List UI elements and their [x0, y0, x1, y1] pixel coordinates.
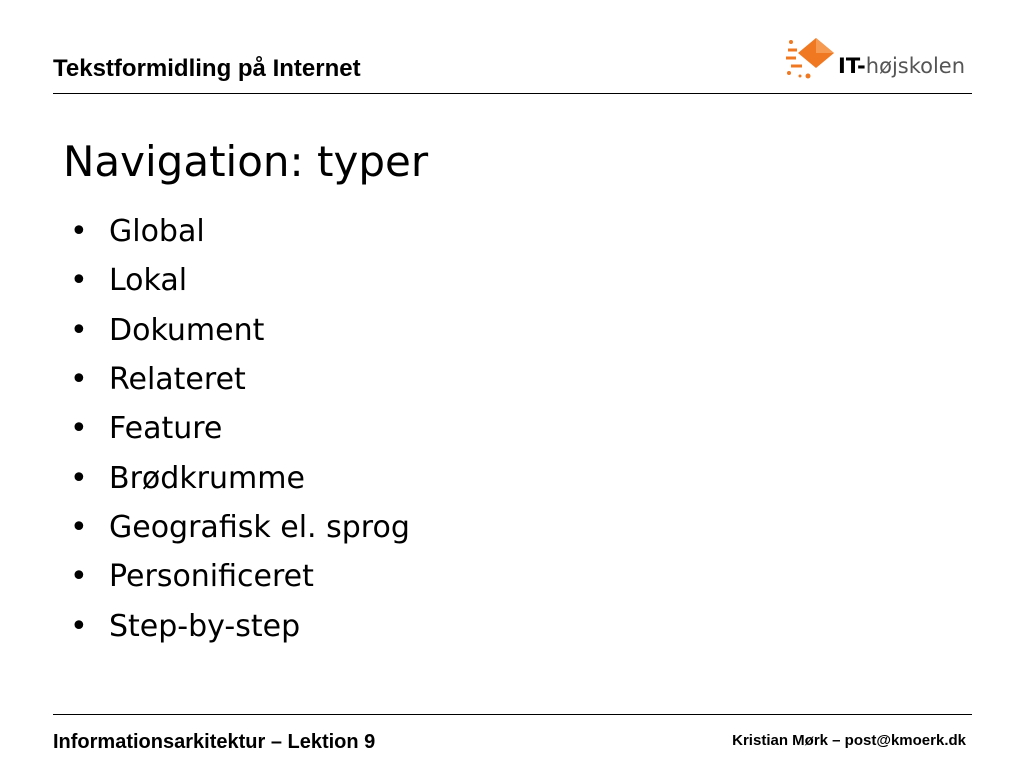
it-hojskolen-logo: [786, 36, 976, 80]
footer-author: Kristian Mørk – post@kmoerk.dk: [732, 732, 966, 749]
logo-name: højskolen: [865, 54, 966, 78]
bullet-text: Personificeret: [109, 559, 314, 595]
list-item: [70, 256, 770, 305]
list-item: [70, 355, 770, 404]
list-item: [70, 306, 770, 355]
list-item: [70, 207, 770, 256]
bullet-text: Brødkrumme: [109, 460, 305, 496]
bullet-dot: •: [70, 312, 88, 348]
bullet-text: Dokument: [109, 312, 265, 348]
orange-diamond-logo-icon: [786, 36, 836, 80]
header-divider: [53, 93, 972, 94]
list-item: [70, 503, 770, 552]
bullet-dot: •: [70, 362, 88, 398]
list-item: [70, 453, 770, 502]
bullet-dot: •: [70, 460, 88, 496]
bullet-text: Feature: [109, 411, 223, 447]
bullet-text: Lokal: [109, 263, 188, 299]
list-item: [70, 552, 770, 601]
footer-divider: [53, 714, 972, 715]
bullet-dot: •: [70, 214, 88, 250]
bullet-text: Global: [109, 214, 205, 250]
slide-title: Navigation: typer: [63, 137, 429, 186]
bullet-dot: •: [70, 263, 88, 299]
list-item: [70, 601, 770, 650]
footer-course: Informationsarkitektur – Lektion 9: [53, 731, 376, 753]
bullet-list: [70, 207, 770, 651]
bullet-text: Step-by-step: [109, 608, 301, 644]
bullet-text: Relateret: [109, 362, 246, 398]
bullet-dot: •: [70, 509, 88, 545]
bullet-dot: •: [70, 559, 88, 595]
list-item: [70, 404, 770, 453]
logo-brand: IT-: [838, 54, 866, 78]
bullet-text: Geografisk el. sprog: [109, 509, 410, 545]
header-title: Tekstformidling på Internet: [53, 55, 361, 82]
bullet-dot: •: [70, 411, 88, 447]
logo-wordmark: [838, 54, 965, 78]
bullet-dot: •: [70, 608, 88, 644]
